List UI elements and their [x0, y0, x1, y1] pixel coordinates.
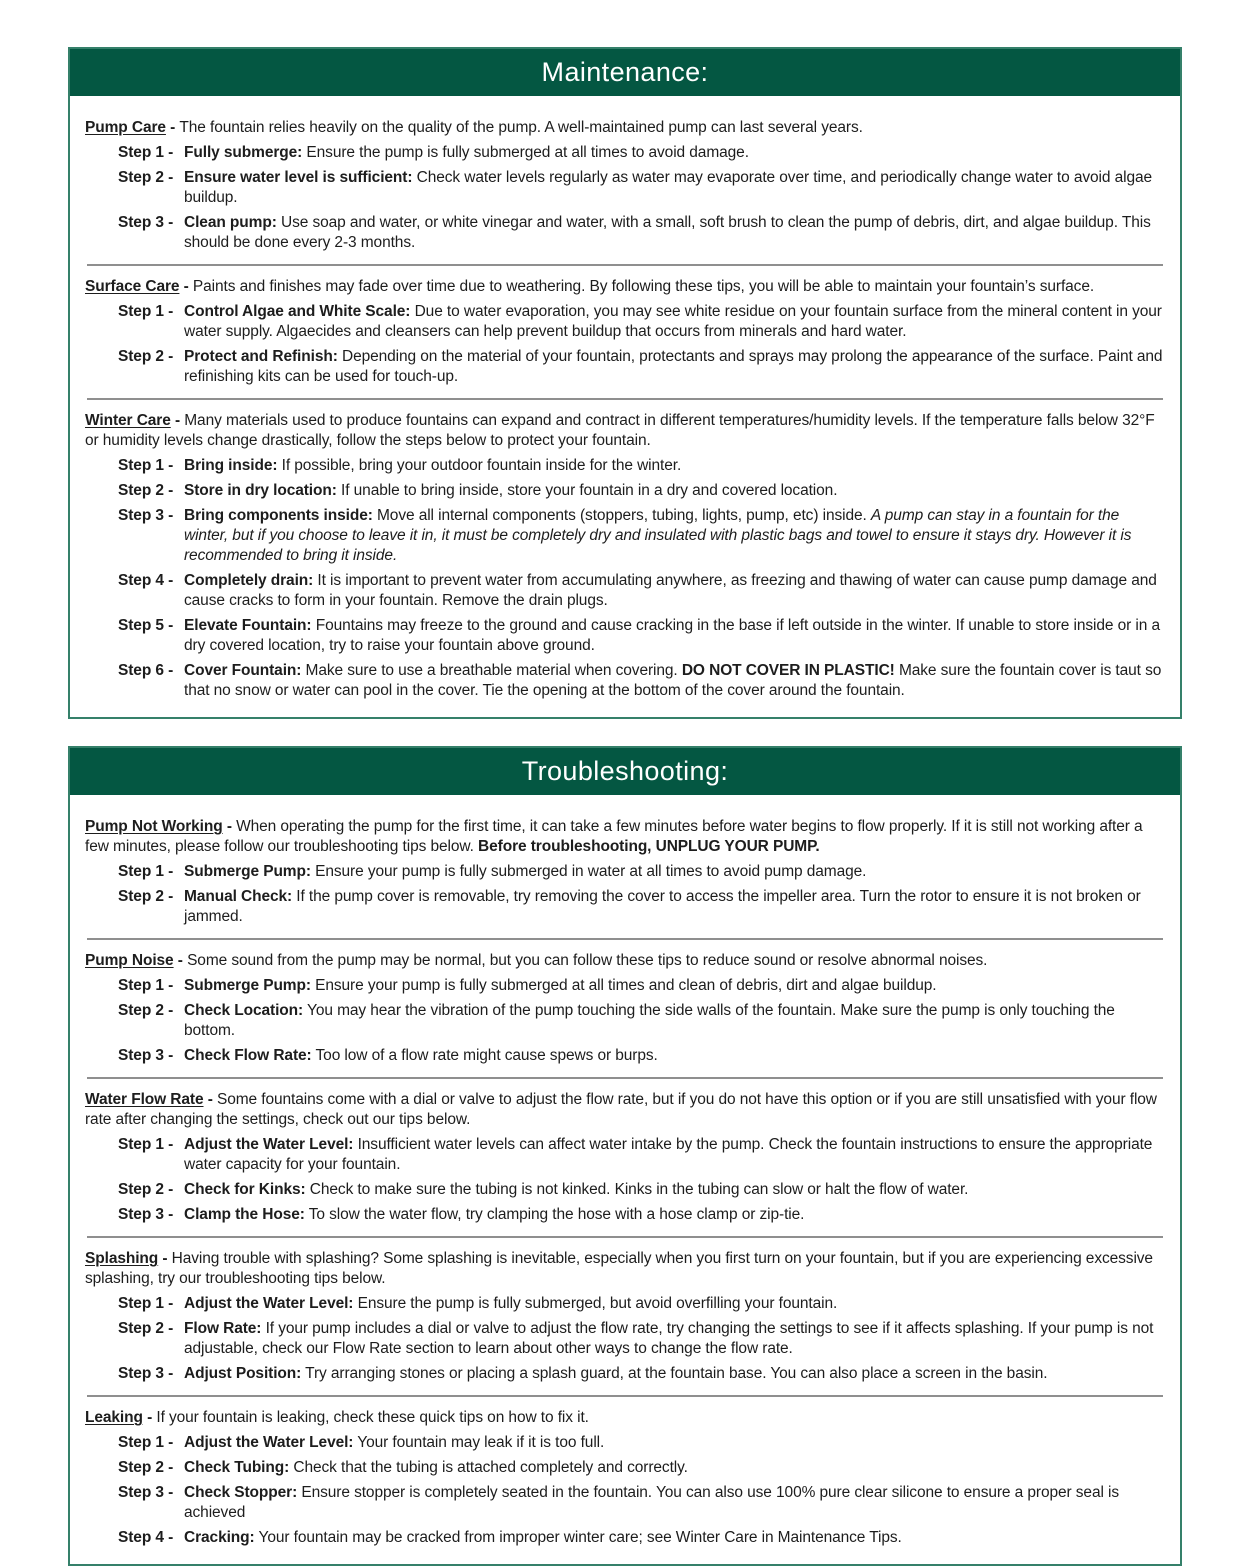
text-run: Ensure the pump is fully submerged at all times to avoid damage.: [302, 144, 749, 161]
text-run: Adjust the Water Level:: [184, 1434, 354, 1451]
troubleshooting-title: Troubleshooting:: [521, 756, 729, 786]
steps-list: [85, 456, 1165, 701]
topic-heading: Surface Care: [85, 278, 180, 295]
text-run: Clean pump:: [184, 214, 277, 231]
step-label: Step 1 -: [118, 144, 174, 161]
step-label: Step 2 -: [118, 348, 174, 365]
text-run: Before troubleshooting, UNPLUG YOUR PUMP.: [478, 838, 820, 855]
text-run: When operating the pump for the first time, it can take a few minutes before water begins to flow properly. If it is still not working after a few minutes, please follow our troubleshooting tips below.: [85, 818, 1143, 855]
steps-list: [85, 302, 1165, 387]
step-item: [118, 1483, 1165, 1523]
step-label: Step 3 -: [118, 1206, 174, 1223]
step-label: Step 1 -: [118, 1434, 174, 1451]
step-text: [184, 1001, 1165, 1041]
text-run: Use soap and water, or white vinegar and water, with a small, soft brush to clean the pump of debris, dirt, and algae buildup. This should be done every 2-3 months.: [184, 214, 1151, 251]
section-divider: [87, 398, 1163, 400]
step-label: Step 2 -: [118, 1320, 174, 1337]
text-run: If possible, bring your outdoor fountain inside for the winter.: [277, 457, 682, 474]
text-run: Elevate Fountain:: [184, 617, 312, 634]
text-run: It is important to prevent water from accumulating anywhere, as freezing and thawing of water can cause pump damage and cause cracks to form in your fountain. Remove the drain plugs.: [184, 572, 1157, 609]
step-text: [184, 661, 1165, 701]
step-item: [118, 1294, 1165, 1314]
topic-intro: [85, 1408, 1165, 1428]
step-label: Step 1 -: [118, 303, 174, 320]
step-text: [184, 347, 1165, 387]
text-run: Check Tubing:: [184, 1459, 290, 1476]
step-item: [118, 1180, 1165, 1200]
step-label: Step 3 -: [118, 1365, 174, 1382]
text-run: Cracking:: [184, 1529, 255, 1546]
steps-list: [85, 976, 1165, 1066]
text-run: Control Algae and White Scale:: [184, 303, 411, 320]
step-item: [118, 976, 1165, 996]
text-run: Adjust the Water Level:: [184, 1295, 354, 1312]
text-run: Try arranging stones or placing a splash guard, at the fountain base. You can also place a screen in the basin.: [301, 1365, 1048, 1382]
text-run: Store in dry location:: [184, 482, 337, 499]
text-run: Too low of a flow rate might cause spews or burps.: [311, 1047, 658, 1064]
text-run: You may hear the vibration of the pump touching the side walls of the fountain. Make sure the pump is only touching the bottom.: [184, 1002, 1115, 1039]
steps-list: [85, 1135, 1165, 1225]
text-run: Protect and Refinish:: [184, 348, 338, 365]
text-run: Ensure the pump is fully submerged, but avoid overfilling your fountain.: [353, 1295, 838, 1312]
step-label: Step 2 -: [118, 888, 174, 905]
text-run: Move all internal components (stoppers, tubing, lights, pump, etc) inside.: [372, 507, 871, 524]
heading-separator: -: [170, 412, 185, 429]
step-item: [118, 213, 1165, 253]
step-label: Step 2 -: [118, 1181, 174, 1198]
step-text: [184, 1458, 1165, 1478]
topic-heading: Water Flow Rate: [85, 1091, 204, 1108]
text-run: Having trouble with splashing? Some splashing is inevitable, especially when you first turn on your fountain, but if you are experiencing excessive splashing, try our troubleshooting tips below.: [85, 1250, 1153, 1287]
steps-list: [85, 1294, 1165, 1384]
text-run: Adjust the Water Level:: [184, 1136, 354, 1153]
step-item: [118, 1528, 1165, 1548]
heading-separator: -: [173, 952, 188, 969]
text-run: Insufficient water levels can affect water intake by the pump. Check the fountain instructions to ensure the appropriate water capacity for your fountain.: [184, 1136, 1153, 1173]
step-label: Step 3 -: [118, 507, 174, 524]
topic-intro: [85, 1090, 1165, 1130]
step-text: [184, 1046, 1165, 1066]
step-item: [118, 1458, 1165, 1478]
step-label: Step 1 -: [118, 1295, 174, 1312]
maintenance-box: [68, 47, 1182, 719]
text-run: Ensure your pump is fully submerged in water at all times to avoid pump damage.: [310, 863, 867, 880]
text-run: Check Stopper:: [184, 1484, 298, 1501]
section-divider: [87, 264, 1163, 266]
step-text: [184, 1319, 1165, 1359]
step-text: [184, 302, 1165, 342]
topic-intro: [85, 411, 1165, 451]
text-run: Flow Rate:: [184, 1320, 262, 1337]
text-run: Cover Fountain:: [184, 662, 302, 679]
topic-pump-care: [85, 118, 1165, 253]
maintenance-body: [70, 96, 1180, 717]
topic-intro: [85, 1249, 1165, 1289]
step-label: Step 3 -: [118, 1047, 174, 1064]
text-run: To slow the water flow, try clamping the hose with a hose clamp or zip-tie.: [304, 1206, 805, 1223]
step-item: [118, 506, 1165, 566]
heading-separator: -: [203, 1091, 217, 1108]
topic-winter-care: [85, 411, 1165, 701]
step-label: Step 1 -: [118, 863, 174, 880]
topic-pump-not-working: [85, 817, 1165, 927]
text-run: Bring inside:: [184, 457, 278, 474]
step-item: [118, 1001, 1165, 1041]
text-run: If your fountain is leaking, check these quick tips on how to fix it.: [156, 1409, 589, 1426]
step-text: [184, 862, 1165, 882]
heading-separator: -: [179, 278, 193, 295]
topic-heading: Splashing: [85, 1250, 159, 1267]
topic-heading: Leaking: [85, 1409, 143, 1426]
section-divider: [87, 938, 1163, 940]
step-label: Step 1 -: [118, 457, 174, 474]
step-item: [118, 1319, 1165, 1359]
step-text: [184, 1528, 1165, 1548]
step-label: Step 5 -: [118, 617, 174, 634]
text-run: Some sound from the pump may be normal, but you can follow these tips to reduce sound or resolve abnormal noises.: [187, 952, 988, 969]
step-text: [184, 1205, 1165, 1225]
step-item: [118, 616, 1165, 656]
step-label: Step 3 -: [118, 1484, 174, 1501]
step-label: Step 3 -: [118, 214, 174, 231]
heading-separator: -: [165, 119, 180, 136]
step-item: [118, 862, 1165, 882]
topic-heading: Pump Not Working: [85, 818, 223, 835]
topic-heading: Pump Care: [85, 119, 166, 136]
text-run: Submerge Pump:: [184, 863, 311, 880]
step-text: [184, 1135, 1165, 1175]
text-run: Bring components inside:: [184, 507, 373, 524]
troubleshooting-header-bar: [70, 748, 1180, 795]
steps-list: [85, 862, 1165, 927]
steps-list: [85, 1433, 1165, 1548]
text-run: If your pump includes a dial or valve to adjust the flow rate, try changing the settings to see if it affects splashing. If your pump is not adjustable, check our Flow Rate section to learn about other ways to change the flow rate.: [184, 1320, 1154, 1357]
text-run: Submerge Pump:: [184, 977, 311, 994]
topic-intro: [85, 277, 1165, 297]
text-run: Check that the tubing is attached completely and correctly.: [289, 1459, 688, 1476]
text-run: Depending on the material of your fountain, protectants and sprays may prolong the appearance of the surface. Paint and refinishing kits can be used for touch-up.: [184, 348, 1163, 385]
maintenance-title: Maintenance:: [541, 57, 709, 87]
step-label: Step 1 -: [118, 977, 174, 994]
text-run: Clamp the Hose:: [184, 1206, 305, 1223]
step-item: [118, 1364, 1165, 1384]
step-label: Step 2 -: [118, 169, 174, 186]
topic-intro: [85, 118, 1165, 138]
step-item: [118, 347, 1165, 387]
step-text: [184, 143, 1165, 163]
step-text: [184, 887, 1165, 927]
text-run: Ensure water level is sufficient:: [184, 169, 413, 186]
step-text: [184, 1483, 1165, 1523]
text-run: Check Location:: [184, 1002, 304, 1019]
step-text: [184, 456, 1165, 476]
step-item: [118, 1135, 1165, 1175]
step-text: [184, 1180, 1165, 1200]
heading-separator: -: [142, 1409, 157, 1426]
text-run: A pump can stay in a fountain for the winter, but if you choose to leave it in, it must be completely dry and insulated with plastic bags and towel to ensure it stays dry. However it is recommended to bring it inside.: [184, 507, 1132, 564]
step-label: Step 2 -: [118, 482, 174, 499]
step-label: Step 4 -: [118, 572, 174, 589]
step-item: [118, 1205, 1165, 1225]
topic-leaking: [85, 1408, 1165, 1548]
step-item: [118, 661, 1165, 701]
step-label: Step 2 -: [118, 1002, 174, 1019]
steps-list: [85, 143, 1165, 253]
troubleshooting-body: [70, 795, 1180, 1564]
step-text: [184, 168, 1165, 208]
heading-separator: -: [222, 818, 237, 835]
step-label: Step 4 -: [118, 1529, 174, 1546]
step-text: [184, 1364, 1165, 1384]
topic-water-flow-rate: [85, 1090, 1165, 1225]
step-item: [118, 887, 1165, 927]
text-run: If unable to bring inside, store your fountain in a dry and covered location.: [336, 482, 838, 499]
text-run: Check for Kinks:: [184, 1181, 306, 1198]
text-run: Ensure stopper is completely seated in the fountain. You can also use 100% pure clear silicone to ensure a proper seal is achieved: [184, 1484, 1120, 1521]
topic-intro: [85, 951, 1165, 971]
step-label: Step 2 -: [118, 1459, 174, 1476]
step-text: [184, 1433, 1165, 1453]
text-run: Your fountain may be cracked from improper winter care; see Winter Care in Maintenance Tips.: [254, 1529, 902, 1546]
topic-heading: Winter Care: [85, 412, 171, 429]
text-run: Paints and finishes may fade over time due to weathering. By following these tips, you will be able to maintain your fountain’s surface.: [192, 278, 1095, 295]
step-item: [118, 571, 1165, 611]
text-run: Check to make sure the tubing is not kinked. Kinks in the tubing can slow or halt the flow of water.: [305, 1181, 969, 1198]
step-text: [184, 1294, 1165, 1314]
step-item: [118, 456, 1165, 476]
text-run: Your fountain may leak if it is too full.: [353, 1434, 605, 1451]
heading-separator: -: [158, 1250, 172, 1267]
step-item: [118, 1046, 1165, 1066]
topic-intro: [85, 817, 1165, 857]
troubleshooting-box: [68, 746, 1182, 1566]
topic-surface-care: [85, 277, 1165, 387]
section-divider: [87, 1077, 1163, 1079]
step-text: [184, 213, 1165, 253]
text-run: Check Flow Rate:: [184, 1047, 312, 1064]
text-run: DO NOT COVER IN PLASTIC!: [681, 662, 895, 679]
text-run: Manual Check:: [184, 888, 293, 905]
text-run: If the pump cover is removable, try removing the cover to access the impeller area. Turn the rotor to ensure it is not broken or jammed.: [184, 888, 1141, 925]
section-divider: [87, 1395, 1163, 1397]
text-run: Fountains may freeze to the ground and cause cracking in the base if left outside in the winter. If unable to store inside or in a dry covered location, try to raise your fountain above ground.: [184, 617, 1161, 654]
text-run: Make sure to use a breathable material when covering.: [301, 662, 682, 679]
step-item: [118, 168, 1165, 208]
text-run: The fountain relies heavily on the quality of the pump. A well-maintained pump can last several years.: [179, 119, 863, 136]
step-label: Step 6 -: [118, 662, 174, 679]
step-label: Step 1 -: [118, 1136, 174, 1153]
text-run: Due to water evaporation, you may see white residue on your fountain surface from the mineral content in your water supply. Algaecides and cleansers can help prevent buildup that occurs from minerals and hard water.: [184, 303, 1162, 340]
text-run: Ensure your pump is fully submerged at all times and clean of debris, dirt and algae buildup.: [310, 977, 937, 994]
step-item: [118, 1433, 1165, 1453]
text-run: Many materials used to produce fountains can expand and contract in different temperatures/humidity levels. If the temperature falls below 32°F or humidity levels change drastically, follow the steps below to protect your fountain.: [85, 412, 1155, 449]
step-text: [184, 976, 1165, 996]
text-run: Make sure the fountain cover is taut so that no snow or water can pool in the cover. Tie the opening at the bottom of the cover around the fountain.: [184, 662, 1162, 699]
step-text: [184, 506, 1165, 566]
text-run: Completely drain:: [184, 572, 314, 589]
text-run: Adjust Position:: [184, 1365, 302, 1382]
step-text: [184, 571, 1165, 611]
text-run: Check water levels regularly as water may evaporate over time, and periodically change water to avoid algae buildup.: [184, 169, 1153, 206]
step-item: [118, 143, 1165, 163]
text-run: Fully submerge:: [184, 144, 303, 161]
step-item: [118, 481, 1165, 501]
section-divider: [87, 1236, 1163, 1238]
maintenance-header-bar: [70, 49, 1180, 96]
topic-pump-noise: [85, 951, 1165, 1066]
step-item: [118, 302, 1165, 342]
step-text: [184, 481, 1165, 501]
step-text: [184, 616, 1165, 656]
text-run: Some fountains come with a dial or valve to adjust the flow rate, but if you do not have this option or if you are still unsatisfied with your flow rate after changing the settings, check out our tips below.: [85, 1091, 1157, 1128]
topic-splashing: [85, 1249, 1165, 1384]
topic-heading: Pump Noise: [85, 952, 174, 969]
